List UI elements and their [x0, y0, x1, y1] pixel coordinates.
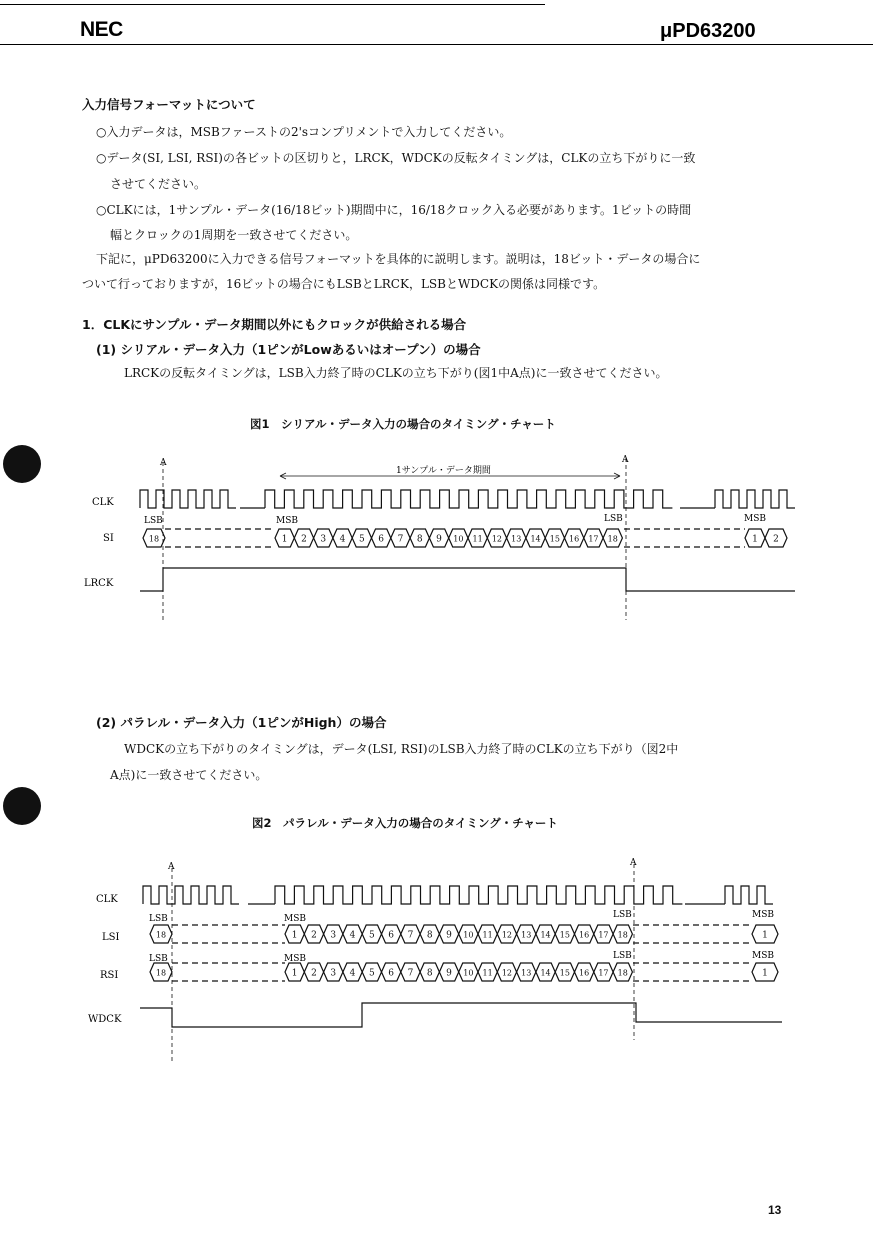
fig2-clk-wave-a — [143, 886, 239, 904]
fig1-si-bit-6-label: 6 — [378, 534, 385, 545]
fig2-rsi-bit-14-label: 14 — [540, 968, 551, 978]
fig2-msb-rsi-2: MSB — [752, 951, 774, 961]
part-number: μPD63200 — [660, 20, 756, 42]
fig2-label-rsi: RSI — [100, 970, 119, 981]
bullet-1: ○入力データは，MSBファーストの2'sコンプリメントで入力してください。 — [96, 125, 512, 139]
fig2-rsi-bit-8-label: 8 — [426, 968, 433, 979]
header-rule — [0, 44, 873, 45]
fig2-lsi-bit-2-label: 2 — [311, 930, 317, 941]
fig2-rsi-next-bit-1-label: 1 — [762, 968, 768, 979]
binder-hole-bottom — [3, 787, 41, 825]
fig2-label-clk: CLK — [96, 894, 118, 905]
fig1-si-bit-9-label: 9 — [436, 534, 442, 545]
fig2-rsi-bit-2-label: 2 — [311, 968, 317, 979]
fig1-si-bit-13-label: 13 — [511, 534, 522, 544]
fig2-lsi-bit-12-label: 12 — [501, 930, 513, 940]
fig2-rsi-bit-10-label: 10 — [463, 968, 474, 978]
fig2-lsi-bit-13-label: 13 — [521, 930, 532, 940]
fig1-label-lrck: LRCK — [84, 578, 114, 589]
fig1-clk-wave-b — [265, 490, 672, 508]
fig2-rsi-bit-1-label: 1 — [291, 968, 298, 979]
fig1-si-bit-8-label: 8 — [416, 534, 423, 545]
sub2-title: (2) パラレル・データ入力（1ピンがHigh）の場合 — [96, 715, 387, 730]
fig2-caption: 図2 パラレル・データ入力の場合のタイミング・チャート — [252, 816, 558, 830]
fig2-lsi-bit-10-label: 10 — [463, 930, 474, 940]
fig1-si-bit-4-label: 4 — [339, 534, 346, 545]
fig1-si-bit-14-label: 14 — [530, 534, 541, 544]
fig2-lsi-bit-17-label: 17 — [598, 930, 609, 940]
intro-line-2: ついて行っておりますが，16ビットの場合にもLSBとLRCK，LSBとWDCKの関係は同様です。 — [82, 277, 606, 291]
fig2-msb-lsi-2: MSB — [752, 910, 774, 920]
fig2-rsi-lsb-prev-label: 18 — [155, 968, 167, 978]
nec-logo: NEC — [80, 18, 123, 41]
fig2-wdck-wave — [140, 1003, 782, 1027]
fig1-lsb-label-1: LSB — [144, 516, 163, 526]
fig1-msb-label-2: MSB — [744, 514, 766, 524]
fig2-lsi-bit-16-label: 16 — [579, 930, 590, 940]
fig1-label-clk: CLK — [92, 497, 114, 508]
fig1-lsb-label-2: LSB — [604, 514, 623, 524]
fig1-timing-chart — [0, 440, 873, 630]
fig2-point-a-right: A — [630, 858, 637, 868]
fig1-si-bit-18-label: 18 — [607, 534, 618, 544]
intro-line-1: 下記に，μPD63200に入力できる信号フォーマットを具体的に説明します。説明は，18ビット・データの場合に — [96, 252, 701, 266]
fig2-lsi-bit-5-label: 5 — [368, 930, 375, 941]
sub1-text: LRCKの反転タイミングは，LSB入力終了時のCLKの立ち下がり(図1中A点)に一致させてください。 — [124, 366, 668, 380]
fig2-lsb-lsi-1: LSB — [149, 914, 168, 924]
sub2-text-2: A点)に一致させてください。 — [110, 768, 268, 782]
fig1-si-bit-10-label: 10 — [453, 534, 464, 544]
fig1-si-bit-1-label: 1 — [281, 534, 288, 545]
fig2-timing-chart — [0, 850, 873, 1070]
fig2-point-a-left: A — [168, 862, 175, 872]
fig1-si-bit-17-label: 17 — [588, 534, 599, 544]
fig2-rsi-bit-11-label: 11 — [482, 968, 493, 978]
fig1-si-next-bit-1-label: 1 — [752, 534, 758, 545]
section-title: 入力信号フォーマットについて — [82, 97, 256, 112]
fig2-rsi-bit-6-label: 6 — [388, 968, 395, 979]
fig2-rsi-bit-18-label: 18 — [617, 968, 628, 978]
fig2-lsi-bit-14-label: 14 — [540, 930, 551, 940]
fig1-label-si: SI — [103, 533, 114, 544]
fig1-clk-wave-a — [140, 490, 236, 508]
fig2-lsi-bit-3-label: 3 — [330, 930, 337, 941]
fig1-si-lsb-prev-label: 18 — [148, 534, 160, 544]
fig2-clk-wave-b — [275, 886, 682, 904]
fig2-rsi-bit-13-label: 13 — [521, 968, 532, 978]
fig1-si-bit-12-label: 12 — [491, 534, 503, 544]
fig2-rsi-bit-15-label: 15 — [559, 968, 570, 978]
fig2-rsi-bit-12-label: 12 — [501, 968, 513, 978]
fig2-clk-wave-c — [725, 886, 773, 904]
fig2-label-lsi: LSI — [102, 932, 120, 943]
fig1-si-bit-2-label: 2 — [301, 534, 307, 545]
fig2-rsi-bit-9-label: 9 — [446, 968, 452, 979]
fig2-rsi-bit-7-label: 7 — [407, 968, 414, 979]
fig1-lrck-wave — [140, 568, 795, 591]
fig2-lsb-rsi-1: LSB — [149, 954, 168, 964]
fig1-caption: 図1 シリアル・データ入力の場合のタイミング・チャート — [250, 417, 556, 431]
fig1-span-label: 1サンプル・データ期間 — [396, 466, 491, 476]
fig1-si-next-bit-2-label: 2 — [773, 534, 779, 545]
fig2-rsi-bit-3-label: 3 — [330, 968, 337, 979]
fig1-si-bit-3-label: 3 — [320, 534, 327, 545]
fig2-lsi-lsb-prev-label: 18 — [155, 930, 167, 940]
page-number: 13 — [768, 1203, 782, 1217]
fig2-lsi-bit-4-label: 4 — [349, 930, 356, 941]
fig2-msb-rsi-1: MSB — [284, 954, 306, 964]
fig1-point-a-right: A — [622, 455, 629, 465]
fig1-clk-wave-c — [715, 490, 795, 508]
bullet-3-cont: 幅とクロックの1周期を一致させてください。 — [110, 228, 358, 242]
fig1-si-bit-5-label: 5 — [358, 534, 365, 545]
fig2-label-wdck: WDCK — [88, 1014, 122, 1025]
bullet-2-cont: させてください。 — [110, 177, 207, 191]
fig2-msb-lsi-1: MSB — [284, 914, 306, 924]
fig1-point-a-left: A — [160, 458, 167, 468]
fig1-msb-label-1: MSB — [276, 516, 298, 526]
fig2-rsi-bit-4-label: 4 — [349, 968, 356, 979]
fig1-si-bit-15-label: 15 — [549, 534, 560, 544]
bullet-3: ○CLKには，1サンプル・データ(16/18ビット)期間中に，16/18クロック入る必要があります。1ビットの時間 — [96, 203, 692, 217]
fig2-lsb-lsi-2: LSB — [613, 910, 632, 920]
fig2-lsi-bit-1-label: 1 — [291, 930, 298, 941]
fig1-si-bit-16-label: 16 — [569, 534, 580, 544]
fig2-lsi-bit-8-label: 8 — [426, 930, 433, 941]
fig2-lsb-rsi-2: LSB — [613, 951, 632, 961]
fig1-si-bit-7-label: 7 — [397, 534, 404, 545]
bullet-2: ○データ(SI, LSI, RSI)の各ビットの区切りと，LRCK，WDCKの反転タイミングは，CLKの立ち下がりに一致 — [96, 151, 696, 165]
fig2-lsi-next-bit-1-label: 1 — [762, 930, 768, 941]
fig2-lsi-bit-18-label: 18 — [617, 930, 628, 940]
sub2-text-1: WDCKの立ち下がりのタイミングは，データ(LSI, RSI)のLSB入力終了時のCLKの立ち下がり（図2中 — [124, 742, 679, 756]
fig2-rsi-bit-5-label: 5 — [368, 968, 375, 979]
fig2-rsi-bit-16-label: 16 — [579, 968, 590, 978]
fig2-lsi-bit-9-label: 9 — [446, 930, 452, 941]
top-rule — [0, 4, 545, 5]
section1-title: 1．CLKにサンプル・データ期間以外にもクロックが供給される場合 — [82, 317, 467, 332]
fig2-lsi-bit-6-label: 6 — [388, 930, 395, 941]
fig2-lsi-bit-7-label: 7 — [407, 930, 414, 941]
fig2-lsi-bit-11-label: 11 — [482, 930, 493, 940]
fig2-rsi-bit-17-label: 17 — [598, 968, 609, 978]
fig1-si-bit-11-label: 11 — [472, 534, 483, 544]
fig2-lsi-bit-15-label: 15 — [559, 930, 570, 940]
sub1-title: (1) シリアル・データ入力（1ピンがLowあるいはオープン）の場合 — [96, 342, 481, 357]
